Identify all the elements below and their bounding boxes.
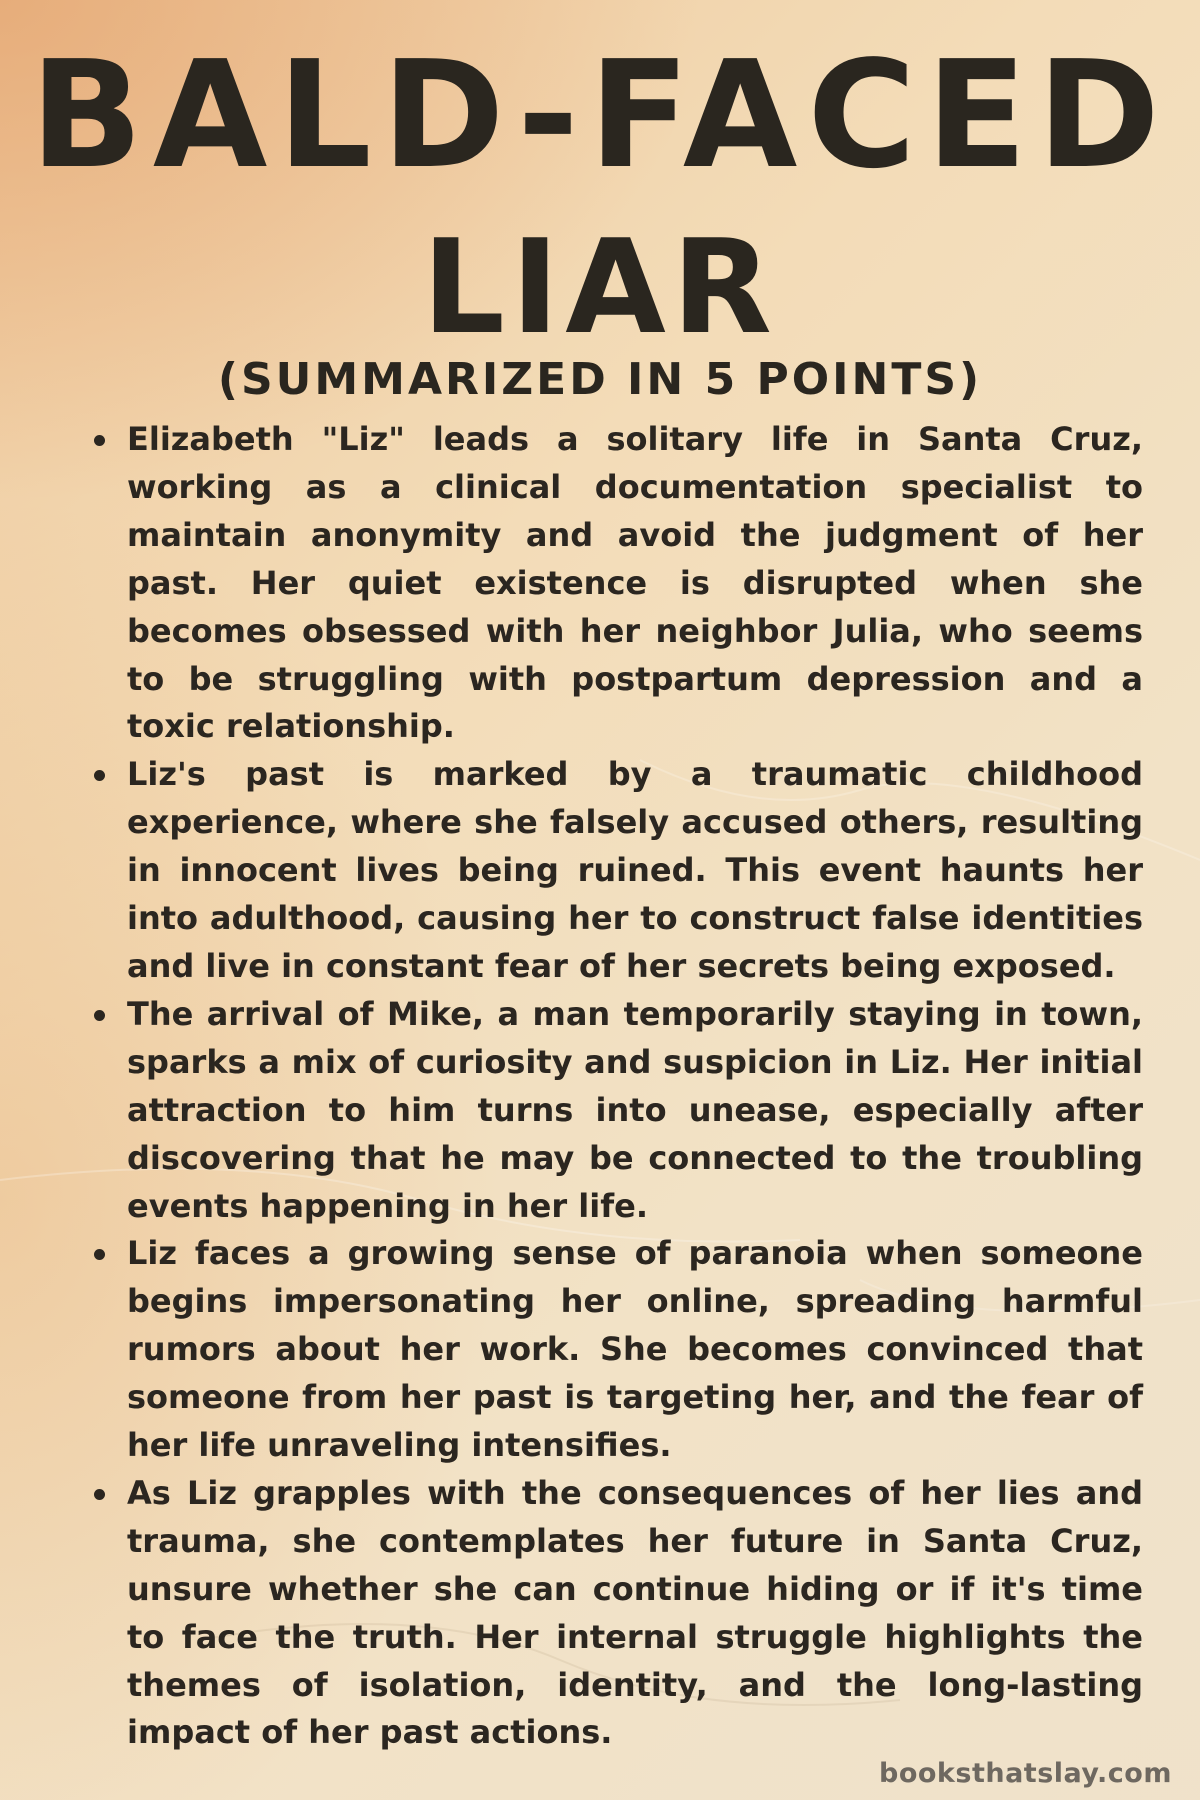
bullet-icon [94,1249,105,1260]
summary-point-text: The arrival of Mike, a man temporarily staying in town, sparks a mix of curiosity and suspicion in Liz. Her initial attraction to him turns into unease, especially after discovering that he may be connected to the troubling events happening in her life. [127,994,1143,1225]
website-credit: booksthatslay.com [879,1758,1172,1789]
summary-point-3 [88,991,1143,1231]
bullet-icon [94,1010,105,1021]
summary-point-text: Liz's past is marked by a traumatic childhood experience, where she falsely accused others, resulting in innocent lives being ruined. This event haunts her into adulthood, causing her to construct false identities and live in constant fear of her secrets being exposed. [127,755,1143,985]
summary-point-5 [88,1470,1143,1757]
summary-points-list [88,416,1143,1757]
title-line-2: LIAR [422,211,778,363]
summary-point-text: Liz faces a growing sense of paranoia when someone begins impersonating her online, spreading harmful rumors about her work. She becomes convinced that someone from her past is targeting her, and the fear of her life unraveling intensifies. [127,1234,1143,1465]
title-line-1: BALD-FACED [30,29,1170,201]
bullet-icon [94,1489,105,1500]
summary-point-2 [88,751,1143,991]
summary-point-1 [88,416,1143,751]
bullet-icon [94,770,105,781]
summary-point-4 [88,1230,1143,1470]
subtitle: (SUMMARIZED IN 5 POINTS) [217,354,983,405]
summary-point-text: As Liz grapples with the consequences of her lies and trauma, she contemplates her future in Santa Cruz, unsure whether she can continue hiding or if it's time to face the truth. Her internal struggle highlights the themes of isolation, identity, and the long-lasting impact of her past actions. [127,1473,1143,1752]
bullet-icon [94,435,105,446]
summary-point-text: Elizabeth "Liz" leads a solitary life in Santa Cruz, working as a clinical documentation specialist to maintain anonymity and avoid the judgment of her past. Her quiet existence is disrupted when she becomes obsessed with her neighbor Julia, who seems to be struggling with postpartum depression and a toxic relationship. [127,420,1143,746]
